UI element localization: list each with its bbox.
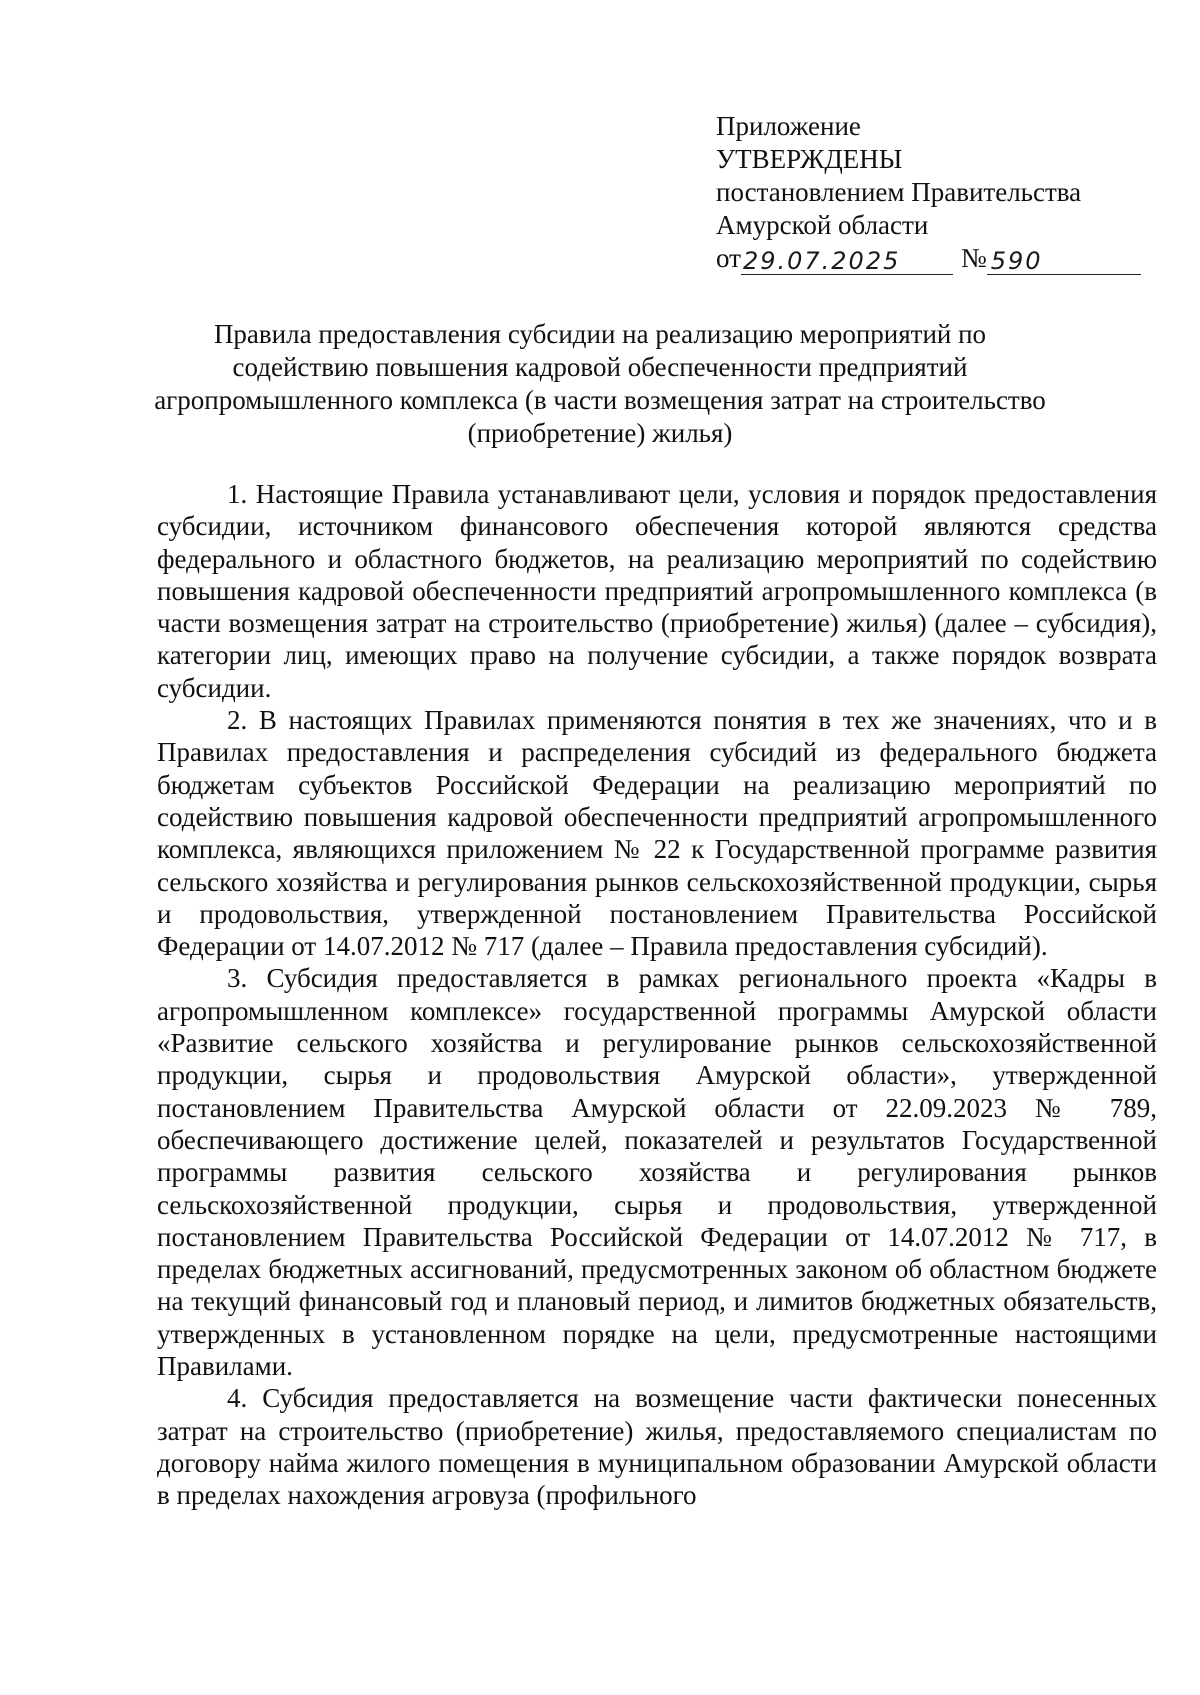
paragraph-1: 1. Настоящие Правила устанавливают цели, условия и порядок предоставления субсидии, источником финансового обеспечения которой являются средства федерального и областного бюджетов, на реализацию мероприятий по содействию повышения кадровой обеспеченности предприятий агропромышленного комплекса (в части возмещения затрат на строительство (приобретение) жилья) (далее – субсидия), категории лиц, имеющих право на получение субсидии, а также порядок возврата субсидии. — [157, 479, 1157, 703]
number-prefix: № — [960, 243, 987, 273]
document-title: Правила предоставления субсидии на реализацию мероприятий по содействию повышения кадровой обеспеченности предприятий агропромышленного комплекса (в части возмещения затрат на строительство (приобретение) жилья) — [154, 319, 1046, 448]
appendix-label: Приложение — [716, 111, 861, 141]
from-prefix: от — [716, 243, 741, 273]
approved-label: УТВЕРЖДЕНЫ — [716, 144, 903, 174]
region-label: Амурской области — [716, 210, 929, 240]
approval-stamp-block — [716, 110, 1156, 275]
document-body — [157, 478, 1157, 1512]
decree-date-number-row — [716, 242, 1156, 275]
paragraph-3: 3. Субсидия предоставляется в рамках регионального проекта «Кадры в агропромышленном комплексе» государственной программы Амурской области «Развитие сельского хозяйства и регулирование рынков сельскохозяйственной продукции, сырья и продовольствия Амурской области», утвержденной постановлением Правительства Амурской области от 22.09.2023 № 789, обеспечивающего достижение целей, показателей и результатов Государственной программы развития сельского хозяйства и регулирования рынков сельскохозяйственной продукции, сырья и продовольствия, утвержденной постановлением Правительства Российской Федерации от 14.07.2012 № 717, в пределах бюджетных ассигнований, предусмотренных законом об областном бюджете на текущий финансовый год и плановый период, и лимитов бюджетных обязательств, утвержденных в установленном порядке на цели, предусмотренные настоящими Правилами. — [157, 963, 1157, 1382]
handwritten-number: 590 — [987, 248, 1141, 275]
decree-label: постановлением Правительства — [716, 177, 1082, 207]
handwritten-date: 29.07.2025 — [741, 248, 953, 275]
paragraph-2: 2. В настоящих Правилах применяются понятия в тех же значениях, что и в Правилах предоставления и распределения субсидий из федерального бюджета бюджетам субъектов Российской Федерации на реализацию мероприятий по содействию повышения кадровой обеспеченности предприятий агропромышленного комплекса, являющихся приложением № 22 к Государственной программе развития сельского хозяйства и регулирования рынков сельскохозяйственной продукции, сырья и продовольствия, утвержденной постановлением Правительства Российской Федерации от 14.07.2012 № 717 (далее – Правила предоставления субсидий). — [157, 705, 1157, 962]
paragraph-4: 4. Субсидия предоставляется на возмещение части фактически понесенных затрат на строительство (приобретение) жилья, предоставляемого специалистам по договору найма жилого помещения в муниципальном образовании Амурской области в пределах нахождения агровуза (профильного — [157, 1383, 1157, 1511]
